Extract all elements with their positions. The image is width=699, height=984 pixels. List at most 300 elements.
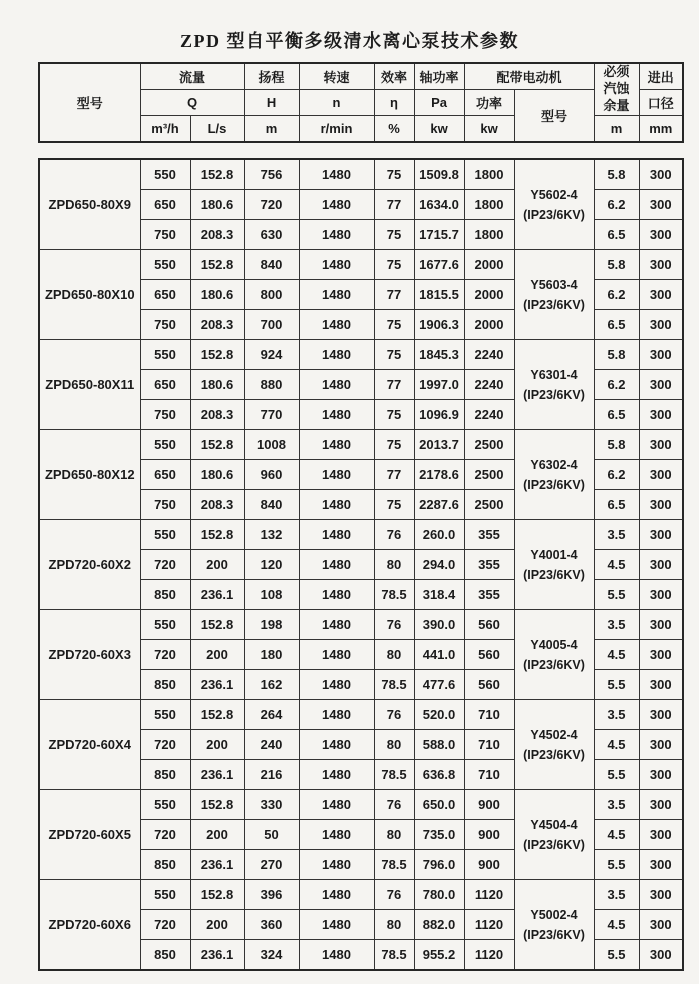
cell-motor-kw: 1120 [464, 880, 514, 910]
table-row [39, 700, 683, 730]
cell-efficiency: 75 [374, 490, 414, 520]
motor-model-line: Y5602-4 [530, 187, 578, 202]
cell-head: 162 [244, 670, 299, 700]
cell-diameter: 300 [639, 820, 683, 850]
cell-npsh: 6.2 [594, 280, 639, 310]
cell-diameter: 300 [639, 280, 683, 310]
cell-flow-m3h: 550 [140, 340, 190, 370]
cell-flow-ls: 152.8 [190, 700, 244, 730]
cell-diameter: 300 [639, 520, 683, 550]
cell-motor-kw: 2000 [464, 310, 514, 340]
cell-efficiency: 78.5 [374, 940, 414, 971]
cell-flow-m3h: 720 [140, 730, 190, 760]
cell-flow-ls: 236.1 [190, 940, 244, 971]
table-row [39, 159, 683, 190]
cell-motor-kw: 560 [464, 610, 514, 640]
cell-head: 324 [244, 940, 299, 971]
cell-motor-kw: 355 [464, 550, 514, 580]
cell-flow-ls: 200 [190, 550, 244, 580]
cell-npsh: 6.2 [594, 190, 639, 220]
cell-npsh: 5.8 [594, 340, 639, 370]
cell-npsh: 5.5 [594, 760, 639, 790]
cell-speed: 1480 [299, 610, 374, 640]
cell-motor-kw: 2000 [464, 250, 514, 280]
cell-shaft-power: 390.0 [414, 610, 464, 640]
cell-npsh: 3.5 [594, 700, 639, 730]
header-unit-m: m [244, 116, 299, 143]
cell-npsh: 4.5 [594, 820, 639, 850]
cell-motor-model [514, 790, 594, 880]
table-row [39, 610, 683, 640]
cell-flow-m3h: 650 [140, 460, 190, 490]
cell-motor-model [514, 610, 594, 700]
cell-head: 770 [244, 400, 299, 430]
cell-flow-m3h: 550 [140, 159, 190, 190]
cell-speed: 1480 [299, 310, 374, 340]
cell-motor-model [514, 520, 594, 610]
spec-header-table [38, 62, 684, 143]
cell-motor-kw: 900 [464, 790, 514, 820]
cell-efficiency: 77 [374, 460, 414, 490]
cell-flow-ls: 200 [190, 910, 244, 940]
cell-head: 700 [244, 310, 299, 340]
cell-efficiency: 75 [374, 430, 414, 460]
cell-diameter: 300 [639, 910, 683, 940]
cell-diameter: 300 [639, 460, 683, 490]
cell-motor-kw: 2500 [464, 430, 514, 460]
cell-motor-kw: 560 [464, 670, 514, 700]
header-motor-group: 配带电动机 [464, 63, 594, 90]
header-unit-kw-shaft: kw [414, 116, 464, 143]
cell-flow-m3h: 550 [140, 430, 190, 460]
cell-motor-kw: 2500 [464, 490, 514, 520]
cell-shaft-power: 520.0 [414, 700, 464, 730]
cell-shaft-power: 1997.0 [414, 370, 464, 400]
cell-speed: 1480 [299, 490, 374, 520]
header-row-1 [39, 63, 683, 90]
cell-head: 132 [244, 520, 299, 550]
cell-efficiency: 76 [374, 610, 414, 640]
header-shaft-symbol: Pa [414, 90, 464, 116]
cell-efficiency: 80 [374, 820, 414, 850]
cell-head: 630 [244, 220, 299, 250]
cell-diameter: 300 [639, 250, 683, 280]
cell-speed: 1480 [299, 550, 374, 580]
cell-flow-m3h: 750 [140, 400, 190, 430]
motor-model-line: Y4005-4 [530, 637, 578, 652]
cell-npsh: 3.5 [594, 520, 639, 550]
cell-flow-ls: 180.6 [190, 190, 244, 220]
header-unit-m3h: m³/h [140, 116, 190, 143]
header-motor-model: 型号 [514, 90, 594, 143]
cell-head: 198 [244, 610, 299, 640]
cell-npsh: 6.2 [594, 370, 639, 400]
cell-motor-model [514, 700, 594, 790]
table-row [39, 880, 683, 910]
header-flow-symbol: Q [140, 90, 244, 116]
cell-speed: 1480 [299, 159, 374, 190]
motor-ip-line: (IP23/6KV) [523, 747, 585, 762]
cell-diameter: 300 [639, 760, 683, 790]
cell-flow-ls: 152.8 [190, 880, 244, 910]
header-model: 型号 [39, 63, 140, 142]
cell-motor-kw: 2000 [464, 280, 514, 310]
cell-efficiency: 75 [374, 310, 414, 340]
cell-motor-kw: 2240 [464, 340, 514, 370]
cell-diameter: 300 [639, 940, 683, 971]
cell-shaft-power: 294.0 [414, 550, 464, 580]
cell-motor-kw: 710 [464, 760, 514, 790]
cell-motor-kw: 2240 [464, 370, 514, 400]
cell-speed: 1480 [299, 220, 374, 250]
cell-speed: 1480 [299, 190, 374, 220]
cell-efficiency: 77 [374, 280, 414, 310]
cell-flow-m3h: 720 [140, 910, 190, 940]
cell-flow-ls: 152.8 [190, 430, 244, 460]
header-unit-mm: mm [639, 116, 683, 143]
cell-shaft-power: 1096.9 [414, 400, 464, 430]
cell-motor-kw: 560 [464, 640, 514, 670]
cell-speed: 1480 [299, 730, 374, 760]
cell-efficiency: 80 [374, 640, 414, 670]
cell-flow-m3h: 650 [140, 280, 190, 310]
cell-head: 924 [244, 340, 299, 370]
cell-efficiency: 77 [374, 190, 414, 220]
cell-npsh: 5.8 [594, 159, 639, 190]
cell-speed: 1480 [299, 580, 374, 610]
cell-flow-ls: 236.1 [190, 850, 244, 880]
cell-motor-kw: 1800 [464, 159, 514, 190]
cell-diameter: 300 [639, 400, 683, 430]
cell-head: 720 [244, 190, 299, 220]
cell-npsh: 5.5 [594, 670, 639, 700]
cell-motor-kw: 355 [464, 580, 514, 610]
header-diameter-line1: 进出 [639, 63, 683, 90]
cell-head: 360 [244, 910, 299, 940]
cell-efficiency: 75 [374, 220, 414, 250]
cell-npsh: 5.8 [594, 250, 639, 280]
cell-flow-ls: 208.3 [190, 220, 244, 250]
cell-shaft-power: 796.0 [414, 850, 464, 880]
cell-diameter: 300 [639, 880, 683, 910]
cell-flow-ls: 236.1 [190, 670, 244, 700]
motor-model-line: Y6302-4 [530, 457, 578, 472]
cell-flow-ls: 152.8 [190, 520, 244, 550]
cell-speed: 1480 [299, 430, 374, 460]
cell-npsh: 3.5 [594, 610, 639, 640]
header-efficiency-symbol: η [374, 90, 414, 116]
cell-motor-kw: 1800 [464, 190, 514, 220]
cell-flow-m3h: 850 [140, 760, 190, 790]
cell-speed: 1480 [299, 520, 374, 550]
cell-head: 840 [244, 490, 299, 520]
cell-head: 180 [244, 640, 299, 670]
cell-flow-ls: 152.8 [190, 340, 244, 370]
cell-flow-m3h: 850 [140, 940, 190, 971]
cell-shaft-power: 588.0 [414, 730, 464, 760]
cell-npsh: 4.5 [594, 640, 639, 670]
cell-flow-m3h: 750 [140, 220, 190, 250]
motor-model-line: Y6301-4 [530, 367, 578, 382]
cell-speed: 1480 [299, 850, 374, 880]
header-unit-kw-motor: kw [464, 116, 514, 143]
cell-shaft-power: 1677.6 [414, 250, 464, 280]
cell-speed: 1480 [299, 640, 374, 670]
cell-flow-ls: 180.6 [190, 460, 244, 490]
cell-npsh: 6.5 [594, 310, 639, 340]
motor-ip-line: (IP23/6KV) [523, 567, 585, 582]
cell-speed: 1480 [299, 790, 374, 820]
cell-speed: 1480 [299, 670, 374, 700]
cell-flow-ls: 180.6 [190, 370, 244, 400]
cell-flow-m3h: 550 [140, 880, 190, 910]
cell-shaft-power: 2178.6 [414, 460, 464, 490]
cell-speed: 1480 [299, 370, 374, 400]
motor-ip-line: (IP23/6KV) [523, 387, 585, 402]
cell-flow-m3h: 750 [140, 490, 190, 520]
cell-flow-m3h: 750 [140, 310, 190, 340]
table-row [39, 790, 683, 820]
cell-flow-m3h: 850 [140, 580, 190, 610]
cell-flow-ls: 200 [190, 640, 244, 670]
header-unit-ls: L/s [190, 116, 244, 143]
cell-motor-kw: 1800 [464, 220, 514, 250]
cell-shaft-power: 441.0 [414, 640, 464, 670]
cell-npsh: 6.2 [594, 460, 639, 490]
cell-diameter: 300 [639, 550, 683, 580]
cell-shaft-power: 1509.8 [414, 159, 464, 190]
cell-pump-model: ZPD720-60X3 [39, 610, 140, 700]
cell-flow-m3h: 550 [140, 520, 190, 550]
cell-npsh: 6.5 [594, 220, 639, 250]
cell-diameter: 300 [639, 700, 683, 730]
cell-head: 120 [244, 550, 299, 580]
cell-efficiency: 76 [374, 880, 414, 910]
cell-speed: 1480 [299, 340, 374, 370]
cell-efficiency: 80 [374, 910, 414, 940]
cell-flow-ls: 236.1 [190, 760, 244, 790]
cell-diameter: 300 [639, 850, 683, 880]
cell-head: 240 [244, 730, 299, 760]
header-head-symbol: H [244, 90, 299, 116]
cell-head: 270 [244, 850, 299, 880]
cell-efficiency: 75 [374, 159, 414, 190]
cell-speed: 1480 [299, 460, 374, 490]
cell-motor-model [514, 159, 594, 250]
cell-efficiency: 75 [374, 400, 414, 430]
header-flow: 流量 [140, 63, 244, 90]
cell-efficiency: 75 [374, 340, 414, 370]
motor-ip-line: (IP23/6KV) [523, 927, 585, 942]
spec-body-table [38, 158, 684, 971]
cell-speed: 1480 [299, 940, 374, 971]
cell-shaft-power: 1634.0 [414, 190, 464, 220]
cell-npsh: 5.8 [594, 430, 639, 460]
header-motor-power: 功率 [464, 90, 514, 116]
cell-diameter: 300 [639, 640, 683, 670]
page-title: ZPD 型自平衡多级清水离心泵技术参数 [180, 31, 519, 51]
cell-head: 960 [244, 460, 299, 490]
cell-shaft-power: 1906.3 [414, 310, 464, 340]
cell-flow-ls: 152.8 [190, 250, 244, 280]
cell-npsh: 3.5 [594, 880, 639, 910]
cell-diameter: 300 [639, 730, 683, 760]
cell-motor-model [514, 430, 594, 520]
cell-efficiency: 78.5 [374, 760, 414, 790]
cell-diameter: 300 [639, 370, 683, 400]
cell-head: 880 [244, 370, 299, 400]
header-head: 扬程 [244, 63, 299, 90]
cell-motor-kw: 2240 [464, 400, 514, 430]
cell-diameter: 300 [639, 220, 683, 250]
cell-shaft-power: 2013.7 [414, 430, 464, 460]
cell-shaft-power: 735.0 [414, 820, 464, 850]
cell-motor-kw: 900 [464, 820, 514, 850]
cell-diameter: 300 [639, 580, 683, 610]
cell-flow-ls: 200 [190, 820, 244, 850]
cell-flow-ls: 152.8 [190, 610, 244, 640]
cell-head: 840 [244, 250, 299, 280]
cell-diameter: 300 [639, 490, 683, 520]
cell-shaft-power: 650.0 [414, 790, 464, 820]
cell-flow-m3h: 850 [140, 850, 190, 880]
motor-ip-line: (IP23/6KV) [523, 477, 585, 492]
cell-speed: 1480 [299, 760, 374, 790]
cell-shaft-power: 780.0 [414, 880, 464, 910]
cell-head: 50 [244, 820, 299, 850]
cell-head: 756 [244, 159, 299, 190]
cell-flow-ls: 208.3 [190, 490, 244, 520]
cell-speed: 1480 [299, 400, 374, 430]
cell-efficiency: 80 [374, 730, 414, 760]
cell-head: 264 [244, 700, 299, 730]
header-unit-npsh-m: m [594, 116, 639, 143]
header-shaft-power: 轴功率 [414, 63, 464, 90]
cell-pump-model: ZPD650-80X12 [39, 430, 140, 520]
cell-npsh: 5.5 [594, 850, 639, 880]
cell-shaft-power: 260.0 [414, 520, 464, 550]
cell-flow-m3h: 550 [140, 250, 190, 280]
cell-npsh: 6.5 [594, 400, 639, 430]
motor-model-line: Y4504-4 [530, 817, 578, 832]
header-npsh: 必须汽蚀余量 [594, 63, 639, 116]
cell-motor-model [514, 880, 594, 971]
header-speed-symbol: n [299, 90, 374, 116]
cell-pump-model: ZPD720-60X6 [39, 880, 140, 971]
cell-pump-model: ZPD650-80X10 [39, 250, 140, 340]
table-row [39, 340, 683, 370]
cell-motor-model [514, 250, 594, 340]
cell-flow-m3h: 650 [140, 370, 190, 400]
cell-head: 216 [244, 760, 299, 790]
cell-efficiency: 78.5 [374, 580, 414, 610]
cell-efficiency: 78.5 [374, 850, 414, 880]
cell-shaft-power: 1715.7 [414, 220, 464, 250]
motor-model-line: Y5603-4 [530, 277, 578, 292]
cell-head: 1008 [244, 430, 299, 460]
cell-motor-kw: 710 [464, 730, 514, 760]
cell-flow-m3h: 720 [140, 820, 190, 850]
header-speed: 转速 [299, 63, 374, 90]
cell-motor-kw: 1120 [464, 910, 514, 940]
cell-shaft-power: 882.0 [414, 910, 464, 940]
cell-diameter: 300 [639, 159, 683, 190]
cell-flow-m3h: 550 [140, 610, 190, 640]
cell-efficiency: 78.5 [374, 670, 414, 700]
cell-motor-model [514, 340, 594, 430]
motor-model-line: Y5002-4 [530, 907, 578, 922]
header-efficiency: 效率 [374, 63, 414, 90]
cell-pump-model: ZPD720-60X5 [39, 790, 140, 880]
cell-shaft-power: 318.4 [414, 580, 464, 610]
cell-head: 800 [244, 280, 299, 310]
cell-npsh: 5.5 [594, 940, 639, 971]
cell-flow-ls: 208.3 [190, 310, 244, 340]
motor-ip-line: (IP23/6KV) [523, 837, 585, 852]
cell-diameter: 300 [639, 610, 683, 640]
cell-npsh: 4.5 [594, 550, 639, 580]
cell-head: 396 [244, 880, 299, 910]
cell-shaft-power: 1845.3 [414, 340, 464, 370]
cell-flow-ls: 152.8 [190, 790, 244, 820]
header-unit-percent: % [374, 116, 414, 143]
cell-pump-model: ZPD720-60X2 [39, 520, 140, 610]
cell-motor-kw: 2500 [464, 460, 514, 490]
cell-speed: 1480 [299, 880, 374, 910]
motor-ip-line: (IP23/6KV) [523, 207, 585, 222]
header-diameter-line2: 口径 [639, 90, 683, 116]
cell-efficiency: 76 [374, 700, 414, 730]
cell-npsh: 3.5 [594, 790, 639, 820]
cell-pump-model: ZPD650-80X11 [39, 340, 140, 430]
cell-motor-kw: 900 [464, 850, 514, 880]
cell-shaft-power: 955.2 [414, 940, 464, 971]
cell-efficiency: 77 [374, 370, 414, 400]
cell-speed: 1480 [299, 700, 374, 730]
cell-flow-m3h: 720 [140, 550, 190, 580]
table-row [39, 430, 683, 460]
cell-motor-kw: 355 [464, 520, 514, 550]
cell-npsh: 4.5 [594, 730, 639, 760]
cell-motor-kw: 710 [464, 700, 514, 730]
cell-npsh: 6.5 [594, 490, 639, 520]
cell-diameter: 300 [639, 340, 683, 370]
cell-efficiency: 76 [374, 520, 414, 550]
cell-flow-ls: 152.8 [190, 159, 244, 190]
motor-model-line: Y4001-4 [530, 547, 578, 562]
cell-diameter: 300 [639, 790, 683, 820]
cell-diameter: 300 [639, 310, 683, 340]
cell-shaft-power: 636.8 [414, 760, 464, 790]
cell-head: 330 [244, 790, 299, 820]
cell-efficiency: 80 [374, 550, 414, 580]
cell-flow-m3h: 650 [140, 190, 190, 220]
cell-speed: 1480 [299, 250, 374, 280]
cell-flow-ls: 180.6 [190, 280, 244, 310]
cell-pump-model: ZPD650-80X9 [39, 159, 140, 250]
cell-speed: 1480 [299, 820, 374, 850]
cell-flow-ls: 200 [190, 730, 244, 760]
cell-speed: 1480 [299, 280, 374, 310]
header-unit-rmin: r/min [299, 116, 374, 143]
pump-table-body [39, 159, 683, 970]
cell-flow-m3h: 850 [140, 670, 190, 700]
cell-flow-m3h: 550 [140, 700, 190, 730]
cell-efficiency: 76 [374, 790, 414, 820]
cell-diameter: 300 [639, 430, 683, 460]
cell-shaft-power: 1815.5 [414, 280, 464, 310]
cell-shaft-power: 477.6 [414, 670, 464, 700]
